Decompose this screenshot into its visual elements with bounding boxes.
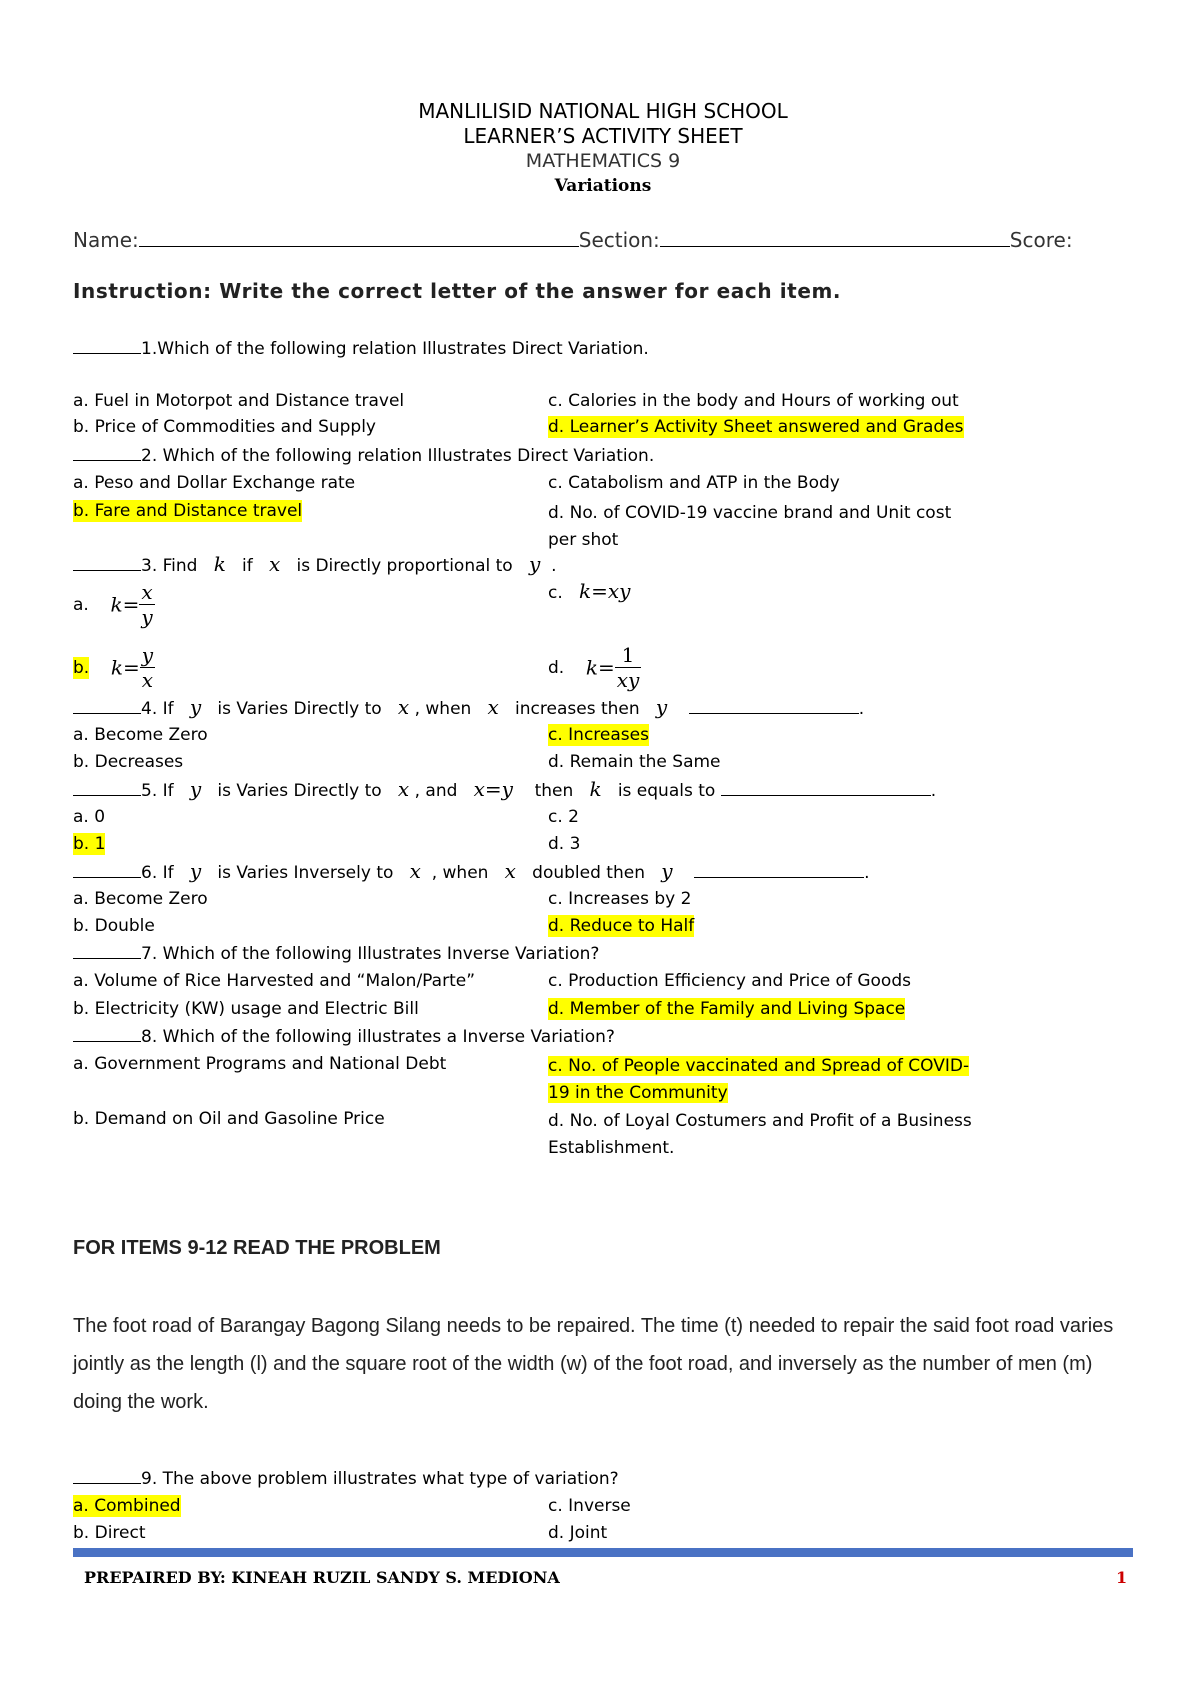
option-3c: c. k=xy [548, 579, 631, 603]
question-3: 3. Find k if x is Directly proportional to y . [73, 553, 556, 577]
prepared-by: PREPAIRED BY: KINEAH RUZIL SANDY S. MEDIONA [84, 1568, 560, 1587]
answer-blank[interactable] [73, 337, 141, 354]
problem-heading: FOR ITEMS 9-12 READ THE PROBLEM [73, 1237, 441, 1259]
answer-line[interactable] [689, 696, 859, 714]
answer-blank[interactable] [73, 554, 141, 571]
option-6c: c. Increases by 2 [548, 889, 692, 909]
option-3a: a. k= $\frac{x}{y}$ [73, 580, 153, 629]
option-6a: a. Become Zero [73, 889, 208, 909]
option-8b: b. Demand on Oil and Gasoline Price [73, 1109, 385, 1129]
option-8d: d. No. of Loyal Costumers and Profit of a Business Establishment. [548, 1111, 972, 1158]
option-5b: b. 1 [73, 834, 106, 854]
question-8: 8. Which of the following illustrates a Inverse Variation? [73, 1025, 615, 1048]
section-label: Section: [578, 228, 660, 252]
option-6d: d. Reduce to Half [548, 916, 695, 936]
option-6b: b. Double [73, 916, 155, 936]
answer-line[interactable] [694, 860, 864, 878]
option-2d: d. No. of COVID-19 vaccine brand and Unit cost per shot [548, 503, 952, 550]
option-9c: c. Inverse [548, 1496, 631, 1516]
answer-blank[interactable] [73, 444, 141, 461]
option-7a: a. Volume of Rice Harvested and “Malon/Parte” [73, 971, 476, 991]
question-2: 2. Which of the following relation Illustrates Direct Variation. [73, 444, 654, 467]
option-4a: a. Become Zero [73, 725, 208, 745]
option-2a: a. Peso and Dollar Exchange rate [73, 473, 356, 493]
option-1b: b. Price of Commodities and Supply [73, 417, 376, 437]
question-6: 6. If y is Varies Inversely to x , when x doubled then y . [73, 860, 870, 884]
answer-blank[interactable] [73, 1025, 141, 1042]
subject-title: MATHEMATICS 9 [525, 150, 681, 172]
footer-divider [73, 1548, 1133, 1557]
question-7: 7. Which of the following Illustrates Inverse Variation? [73, 942, 599, 965]
name-field[interactable] [139, 229, 579, 247]
option-5d: d. 3 [548, 834, 581, 854]
sheet-title: LEARNER’S ACTIVITY SHEET [463, 124, 743, 148]
option-4c: c. Increases [548, 725, 649, 745]
answer-blank[interactable] [73, 779, 141, 796]
option-9d: d. Joint [548, 1523, 608, 1543]
option-1d: d. Learner’s Activity Sheet answered and Grades [548, 417, 964, 437]
option-2b: b. Fare and Distance travel [73, 501, 303, 521]
answer-blank[interactable] [73, 861, 141, 878]
answer-blank[interactable] [73, 697, 141, 714]
option-9b: b. Direct [73, 1523, 146, 1543]
option-4b: b. Decreases [73, 752, 184, 772]
score-label: Score: [1009, 228, 1073, 252]
option-3d: d. k= $\frac{1}{xy}$ [548, 643, 640, 692]
question-1: 1.Which of the following relation Illustrates Direct Variation. [73, 337, 649, 360]
option-5c: c. 2 [548, 807, 579, 827]
problem-text: The foot road of Barangay Bagong Silang needs to be repaired. The time (t) needed to repair the said foot road varies jointly as the length (l) and the square root of the width (w) of the foot road, and inversely as the number of men (m) doing the work. [73, 1315, 1114, 1413]
topic-title: Variations [554, 176, 652, 196]
option-1a: a. Fuel in Motorpot and Distance travel [73, 391, 405, 411]
answer-blank[interactable] [73, 1467, 141, 1484]
option-9a: a. Combined [73, 1496, 181, 1516]
option-7c: c. Production Efficiency and Price of Goods [548, 971, 911, 991]
question-9: 9. The above problem illustrates what type of variation? [73, 1467, 619, 1490]
option-3b: b. k= $\frac{y}{x}$ [73, 643, 154, 692]
option-5a: a. 0 [73, 807, 106, 827]
option-4d: d. Remain the Same [548, 752, 721, 772]
option-2c: c. Catabolism and ATP in the Body [548, 473, 840, 493]
question-4: 4. If y is Varies Directly to x , when x increases then y . [73, 696, 864, 720]
option-8c: c. No. of People vaccinated and Spread of COVID- 19 in the Community [548, 1056, 970, 1103]
name-label: Name: [73, 228, 139, 252]
school-name: MANLILISID NATIONAL HIGH SCHOOL [418, 99, 788, 123]
section-field[interactable] [660, 229, 1010, 247]
name-section-score-row [73, 228, 1133, 252]
answer-line[interactable] [721, 778, 931, 796]
option-7b: b. Electricity (KW) usage and Electric Bill [73, 999, 419, 1019]
instruction: Instruction: Write the correct letter of the answer for each item. [73, 279, 842, 303]
option-1c: c. Calories in the body and Hours of working out [548, 391, 959, 411]
option-7d: d. Member of the Family and Living Space [548, 999, 906, 1019]
page-number: 1 [1116, 1568, 1128, 1587]
answer-blank[interactable] [73, 942, 141, 959]
question-5: 5. If y is Varies Directly to x , and x=y then k is equals to . [73, 778, 936, 802]
option-8a: a. Government Programs and National Debt [73, 1054, 447, 1074]
